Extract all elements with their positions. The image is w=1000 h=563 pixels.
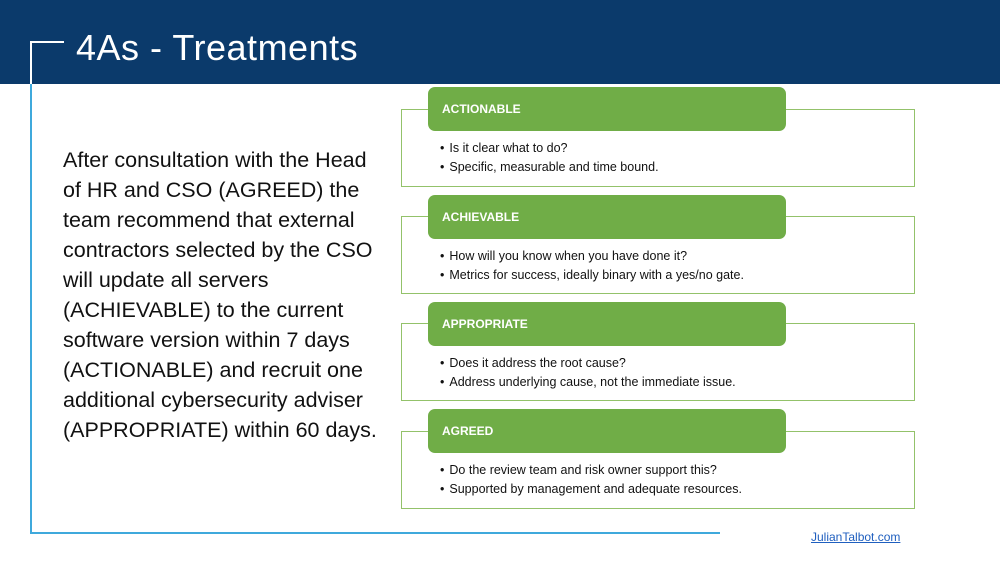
bullet-item: • Specific, measurable and time bound. bbox=[440, 158, 659, 177]
bullet-item: • Do the review team and risk owner support this? bbox=[440, 461, 742, 480]
slide-title: 4As - Treatments bbox=[76, 27, 359, 68]
body-paragraph: After consultation with the Head of HR and CSO (AGREED) the team recommend that external contractors selected by the CSO will update all servers (ACHIEVABLE) to the current software version within 7 days (ACTIONABLE) and recruit one additional cybersecurity adviser (APPROPRIATE) within 60 days. bbox=[63, 148, 377, 442]
frame-line-bottom bbox=[30, 532, 720, 534]
bullet-item: • Is it clear what to do? bbox=[440, 139, 659, 158]
bullet-item: • Supported by management and adequate resources. bbox=[440, 480, 742, 499]
bullet-item: • Does it address the root cause? bbox=[440, 354, 736, 373]
treatment-bullets-actionable bbox=[440, 139, 659, 177]
bullet-item: • Metrics for success, ideally binary with a yes/no gate. bbox=[440, 266, 744, 285]
bullet-item: • Address underlying cause, not the immediate issue. bbox=[440, 373, 736, 392]
frame-line-top bbox=[30, 41, 64, 43]
treatment-bullets-appropriate bbox=[440, 354, 736, 392]
bullet-item: • How will you know when you have done it? bbox=[440, 247, 744, 266]
treatment-bullets-agreed bbox=[440, 461, 742, 499]
treatment-bullets-achievable bbox=[440, 247, 744, 285]
frame-line-left bbox=[30, 41, 32, 534]
footer-website-link[interactable]: JulianTalbot.com bbox=[811, 530, 901, 544]
treatment-header-achievable: ACHIEVABLE bbox=[428, 195, 786, 239]
treatment-header-agreed: AGREED bbox=[428, 409, 786, 453]
treatment-header-appropriate: APPROPRIATE bbox=[428, 302, 786, 346]
treatment-header-actionable: ACTIONABLE bbox=[428, 87, 786, 131]
